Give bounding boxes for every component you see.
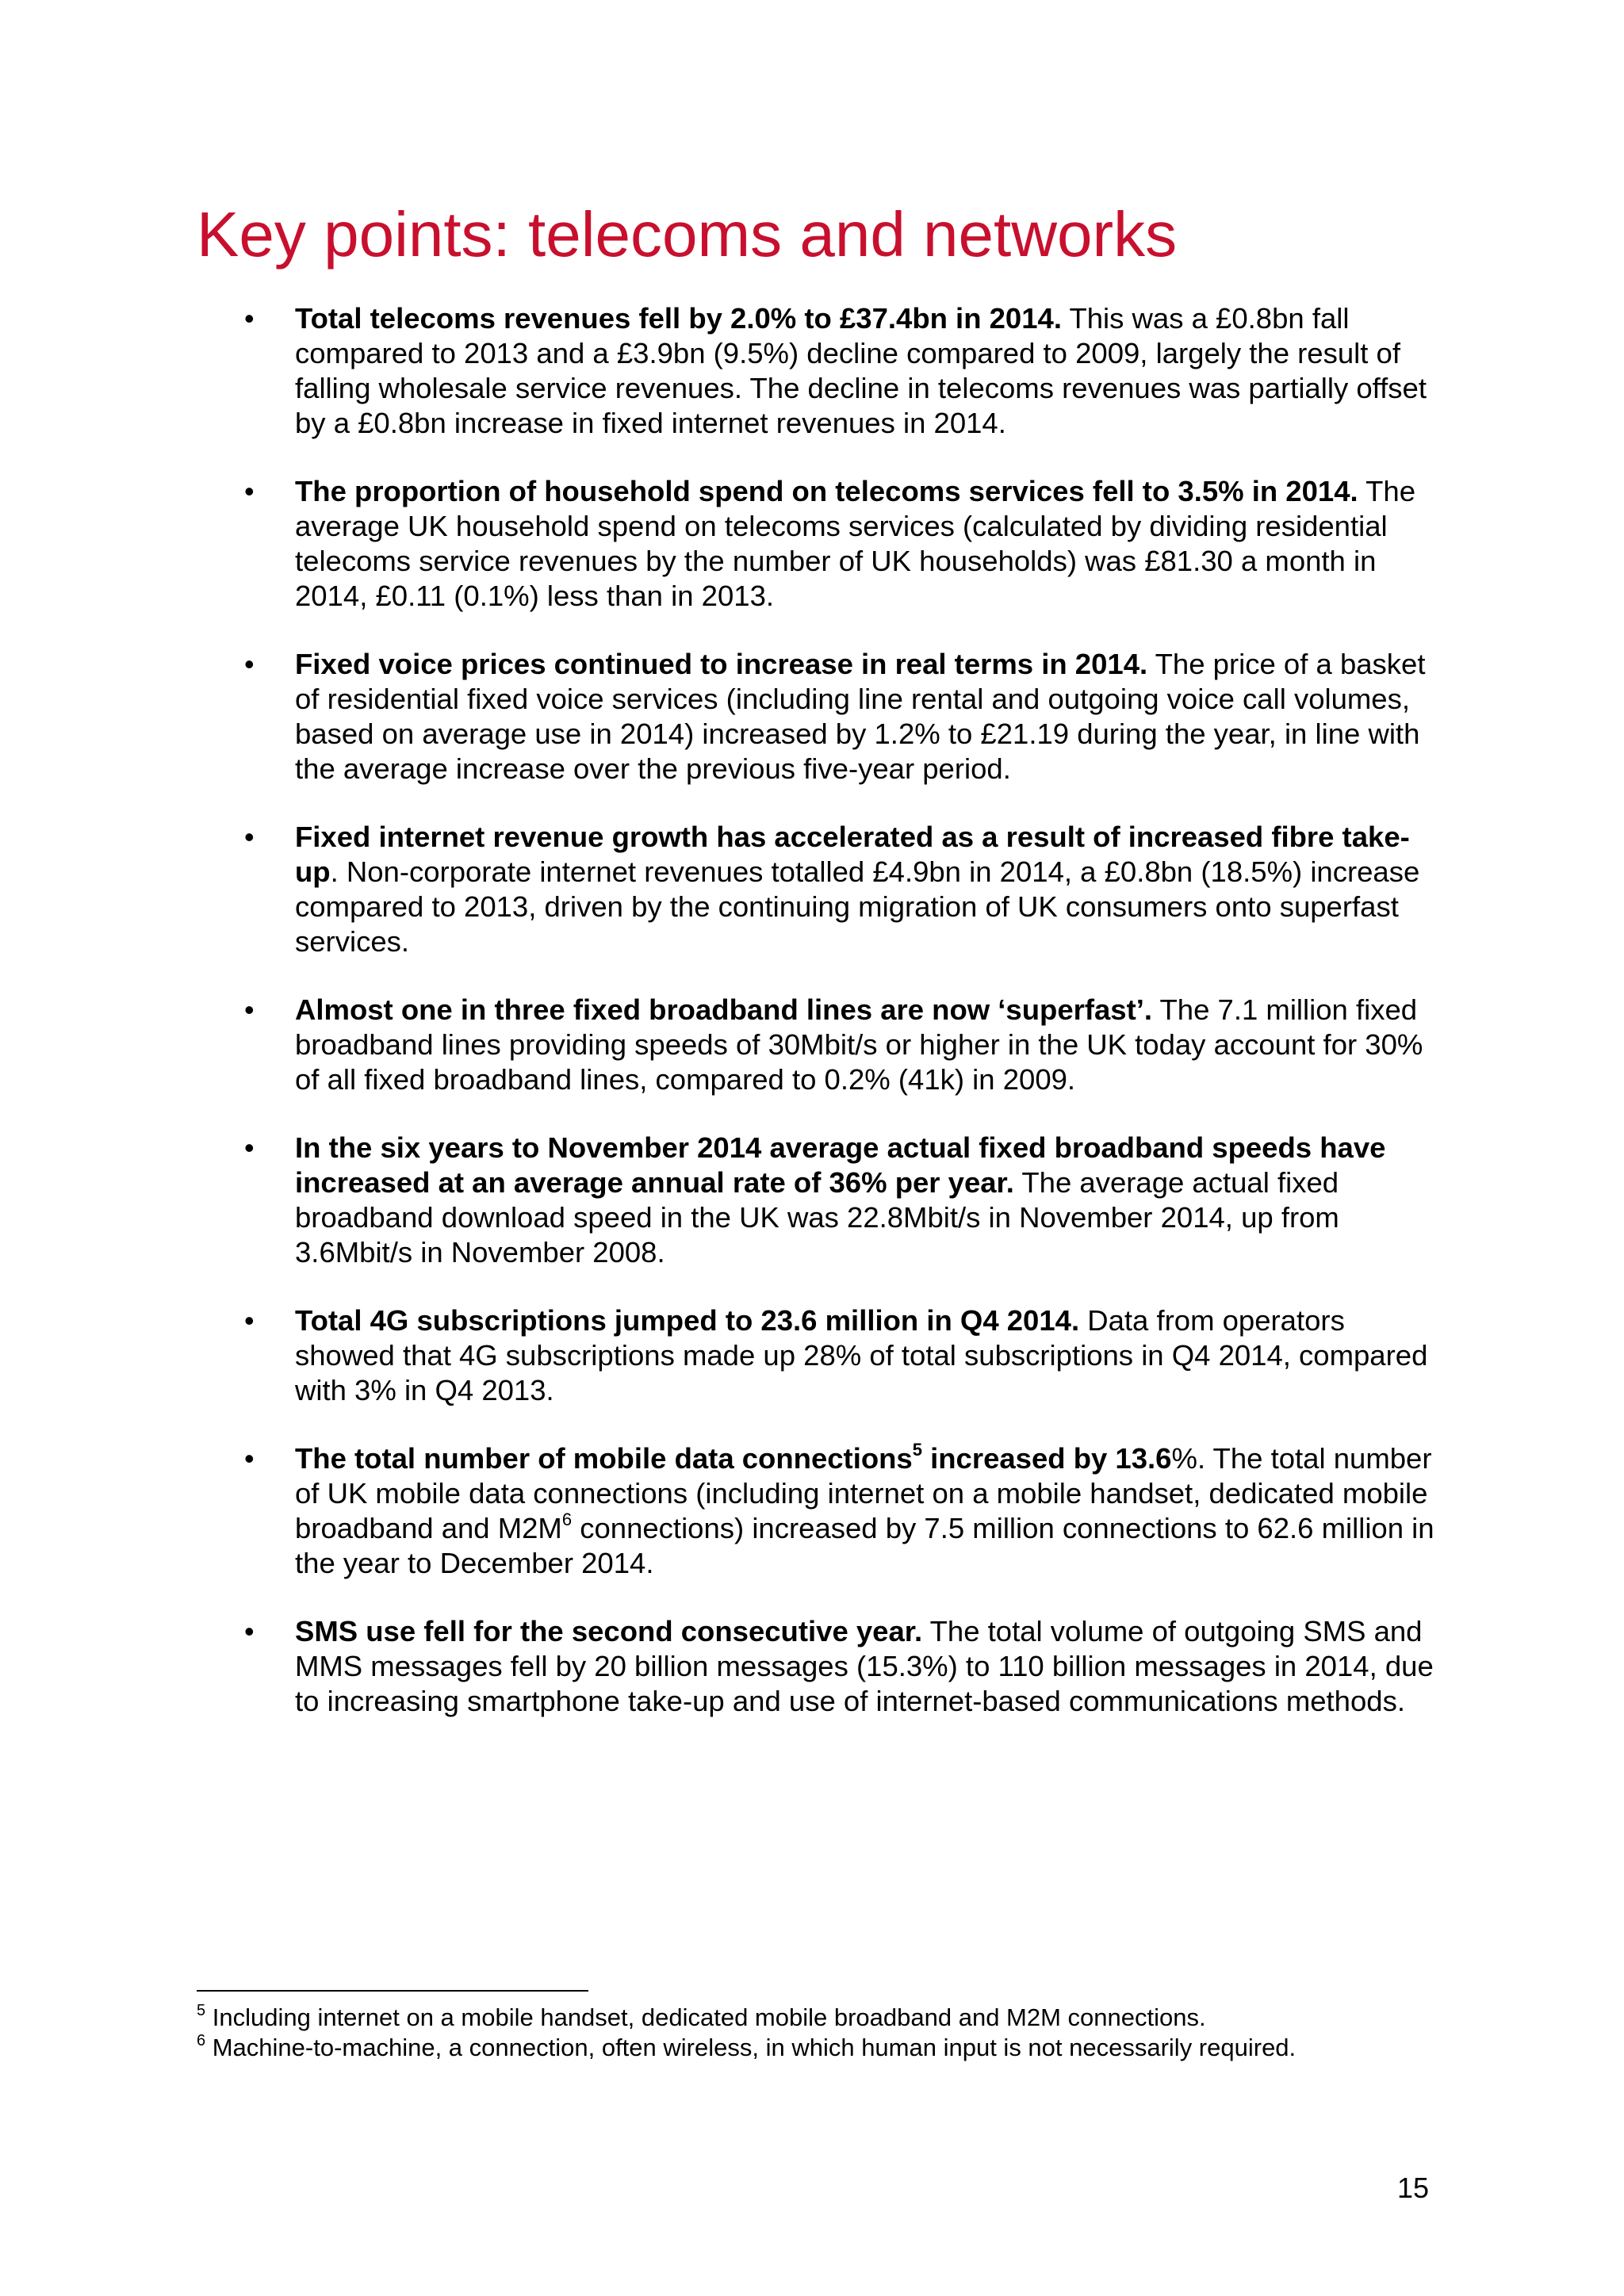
key-point-9 xyxy=(0,1614,1437,1719)
footnote-text: Including internet on a mobile handset, dedicated mobile broadband and M2M connections. xyxy=(205,2003,1206,2031)
bullet-icon: • xyxy=(244,993,255,1026)
footnote-5 xyxy=(197,2003,1434,2033)
key-point-body: Data from operators showed that 4G subscriptions made up 28% of total subscriptions in Q4 2014, compared with 3% in Q4 2013. xyxy=(295,1304,1428,1406)
key-point-8 xyxy=(0,1441,1437,1581)
key-point-headline: The total number of mobile data connections xyxy=(295,1442,913,1475)
bullet-icon: • xyxy=(244,302,255,335)
key-point-headline: Total telecoms revenues fell by 2.0% to £37.4bn in 2014. xyxy=(295,302,1062,335)
bullet-icon: • xyxy=(244,1442,255,1475)
bullet-icon: • xyxy=(244,648,255,680)
footnote-number: 6 xyxy=(197,2032,206,2049)
bullet-icon: • xyxy=(244,821,255,853)
key-points-list xyxy=(0,301,1624,1752)
key-point-body: The total volume of outgoing SMS and MMS messages fell by 20 billion messages (15.3%) to 110 billion messages in 2014, due to increasing smartphone take-up and use of internet-based communications methods. xyxy=(295,1615,1434,1717)
key-point-4 xyxy=(0,820,1437,959)
bullet-icon: • xyxy=(244,1131,255,1164)
key-point-3 xyxy=(0,647,1437,786)
footnote-ref-5[interactable]: 5 xyxy=(912,1440,922,1460)
footnote-number: 5 xyxy=(197,2002,206,2019)
footnote-divider xyxy=(197,1990,588,1992)
key-point-1 xyxy=(0,301,1437,441)
key-point-headline: SMS use fell for the second consecutive year. xyxy=(295,1615,923,1647)
footnote-text: Machine-to-machine, a connection, often wireless, in which human input is not necessarily required. xyxy=(205,2034,1297,2061)
key-point-body: The 7.1 million fixed broadband lines providing speeds of 30Mbit/s or higher in the UK today account for 30% of all fixed broadband lines, compared to 0.2% (41k) in 2009. xyxy=(295,993,1423,1096)
key-point-body: The price of a basket of residential fixed voice services (including line rental and outgoing voice call volumes, based on average use in 2014) increased by 1.2% to £21.19 during the year, in line with the average increase over the previous five-year period. xyxy=(295,648,1426,785)
key-point-headline: Fixed voice prices continued to increase in real terms in 2014. xyxy=(295,648,1148,680)
page-number: 15 xyxy=(1396,2172,1429,2204)
key-point-headline-cont: increased by 13.6 xyxy=(921,1442,1172,1475)
key-point-headline: Fixed internet revenue growth has accelerated as a result of increased fibre take-up xyxy=(295,821,1410,888)
key-point-body: The average actual fixed broadband download speed in the UK was 22.8Mbit/s in November 2014, up from 3.6Mbit/s in November 2008. xyxy=(295,1166,1339,1269)
footnote-6 xyxy=(197,2033,1434,2063)
key-point-headline: The proportion of household spend on telecoms services fell to 3.5% in 2014. xyxy=(295,475,1358,507)
key-point-body: The average UK household spend on telecoms services (calculated by dividing residential telecoms service revenues by the number of UK households) was £81.30 a month in 2014, £0.11 (0.1%) less than in 2013. xyxy=(295,475,1416,612)
key-point-headline: In the six years to November 2014 average actual fixed broadband speeds have increased at an average annual rate of 36% per year. xyxy=(295,1131,1386,1199)
key-point-headline: Almost one in three fixed broadband lines are now ‘superfast’. xyxy=(295,993,1153,1026)
page-title: Key points: telecoms and networks xyxy=(197,199,1178,270)
bullet-icon: • xyxy=(244,475,255,507)
bullet-icon: • xyxy=(244,1615,255,1647)
bullet-icon: • xyxy=(244,1304,255,1337)
key-point-5 xyxy=(0,993,1437,1097)
key-point-7 xyxy=(0,1303,1437,1408)
key-point-2 xyxy=(0,474,1437,614)
key-point-headline: Total 4G subscriptions jumped to 23.6 million in Q4 2014. xyxy=(295,1304,1080,1337)
key-point-body: %. The total number of UK mobile data connections (including internet on a mobile handset, dedicated mobile broadband and M2M xyxy=(295,1442,1432,1544)
key-point-body: . Non-corporate internet revenues totalled £4.9bn in 2014, a £0.8bn (18.5%) increase compared to 2013, driven by the continuing migration of UK consumers onto superfast services. xyxy=(295,855,1420,958)
key-point-body: This was a £0.8bn fall compared to 2013 and a £3.9bn (9.5%) decline compared to 2009, largely the result of falling wholesale service revenues. The decline in telecoms revenues was partially offset by a £0.8bn increase in fixed internet revenues in 2014. xyxy=(295,302,1427,439)
footnote-ref-6[interactable]: 6 xyxy=(561,1510,573,1529)
key-point-6 xyxy=(0,1131,1437,1270)
key-point-body-cont: connections) increased by 7.5 million connections to 62.6 million in the year to December 2014. xyxy=(295,1512,1434,1579)
footnotes xyxy=(197,2003,1434,2063)
